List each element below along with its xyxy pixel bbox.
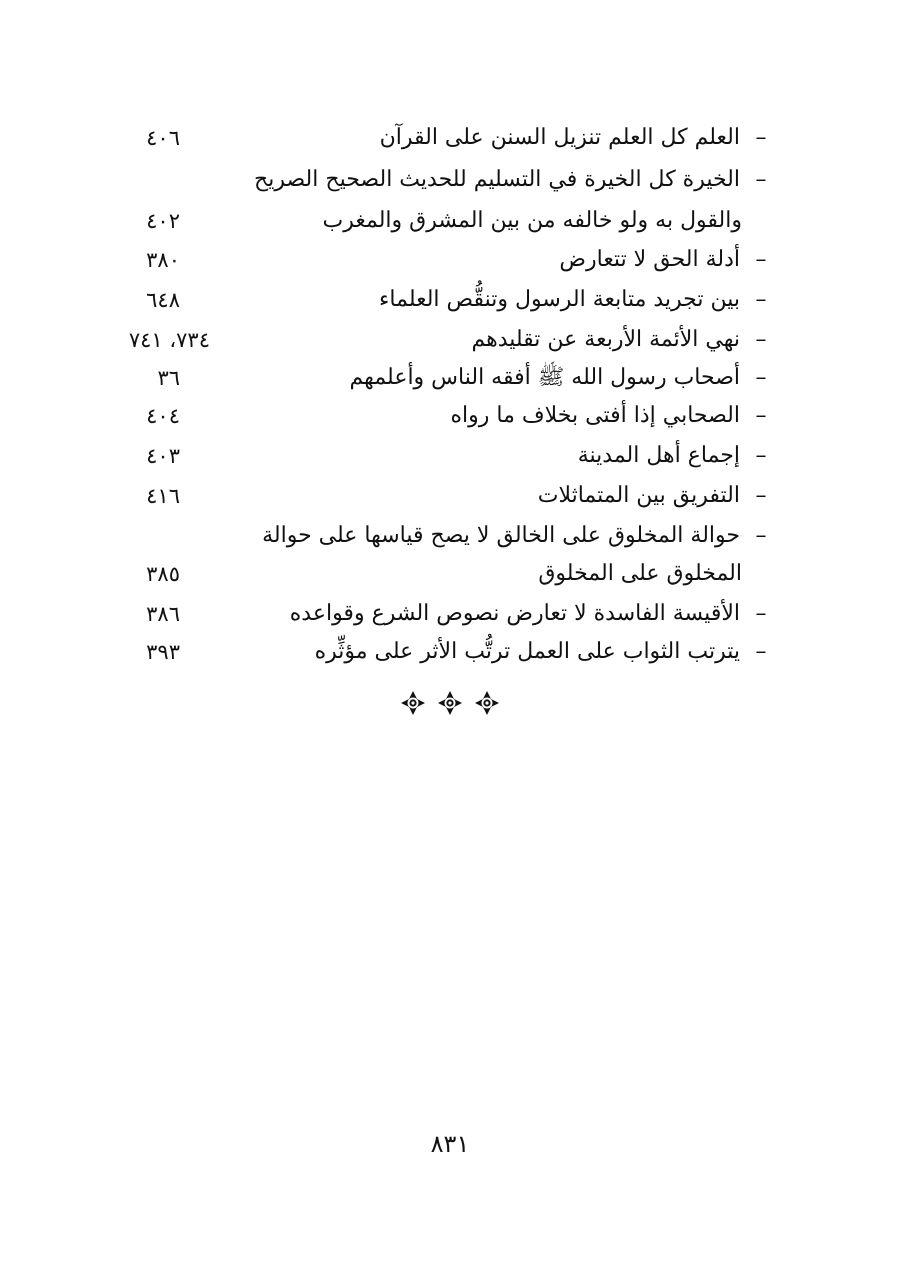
index-entry: [0, 516, 900, 556]
entry-text: الأقيسة الفاسدة لا تعارض نصوص الشرع وقواعده: [289, 601, 740, 626]
index-entry: [0, 320, 900, 360]
entry-dash: –: [755, 523, 767, 548]
entry-text: العلم كل العلم تنزيل السنن على القرآن: [379, 125, 740, 150]
entry-text: بين تجريد متابعة الرسول وتنقُّص العلماء: [379, 287, 740, 312]
entry-page-number: ٤٠٢: [146, 209, 180, 233]
entry-text: أصحاب رسول الله ﷺ أفقه الناس وأعلمهم: [349, 365, 740, 390]
entry-dash: –: [755, 443, 767, 468]
index-entry-continuation: [0, 554, 900, 594]
index-entry: [0, 396, 900, 436]
entry-page-number: ٣٨٦: [146, 602, 180, 626]
index-entry: [0, 280, 900, 320]
index-entry: [0, 358, 900, 398]
index-entry: [0, 632, 900, 672]
flower-ornament-icon: [400, 690, 426, 716]
entry-page-number: ٤٠٦: [146, 126, 180, 150]
entry-dash: –: [755, 247, 767, 272]
entry-dash: –: [755, 327, 767, 352]
entry-text: أدلة الحق لا تتعارض: [559, 247, 740, 272]
entry-text: المخلوق على المخلوق: [538, 561, 742, 586]
index-entry: [0, 118, 900, 158]
index-entry: [0, 240, 900, 280]
index-entry: [0, 436, 900, 476]
entry-dash: –: [755, 403, 767, 428]
flower-ornament-icon: [437, 690, 463, 716]
entry-text: الخيرة كل الخيرة في التسليم للحديث الصحيح الصريح: [254, 167, 740, 192]
entry-dash: –: [755, 601, 767, 626]
index-entry-continuation: [0, 201, 900, 241]
entry-dash: –: [755, 365, 767, 390]
index-entry: [0, 476, 900, 516]
entry-page-number: ٤٠٣: [146, 444, 180, 468]
entry-page-number: ٣٨٠: [146, 248, 180, 272]
entry-text: والقول به ولو خالفه من بين المشرق والمغرب: [322, 208, 742, 233]
entry-page-number: ٤١٦: [146, 484, 180, 508]
index-entry: [0, 594, 900, 634]
entry-dash: –: [755, 483, 767, 508]
entry-text: التفريق بين المتماثلات: [537, 483, 740, 508]
entry-text: يترتب الثواب على العمل ترتُّب الأثر على مؤثِّره: [314, 639, 740, 664]
entry-page-number: ٦٤٨: [146, 288, 180, 312]
index-entry: [0, 160, 900, 200]
entry-dash: –: [755, 287, 767, 312]
entry-page-number: ٧٣٤، ٧٤١: [128, 328, 210, 352]
entry-dash: –: [755, 167, 767, 192]
section-divider-ornament: [400, 688, 500, 718]
entry-text: نهي الأئمة الأربعة عن تقليدهم: [471, 327, 740, 352]
entry-page-number: ٣٨٥: [146, 562, 180, 586]
entry-dash: –: [755, 639, 767, 664]
entry-text: الصحابي إذا أفتى بخلاف ما رواه: [450, 403, 740, 428]
flower-ornament-icon: [474, 690, 500, 716]
entry-page-number: ٣٩٣: [146, 640, 180, 664]
entry-text: حوالة المخلوق على الخالق لا يصح قياسها على حوالة: [262, 523, 740, 548]
page-number: ٨٣١: [430, 1130, 470, 1158]
entry-page-number: ٣٦: [157, 366, 180, 390]
entry-page-number: ٤٠٤: [146, 404, 180, 428]
entry-text: إجماع أهل المدينة: [577, 443, 740, 468]
entry-dash: –: [755, 125, 767, 150]
